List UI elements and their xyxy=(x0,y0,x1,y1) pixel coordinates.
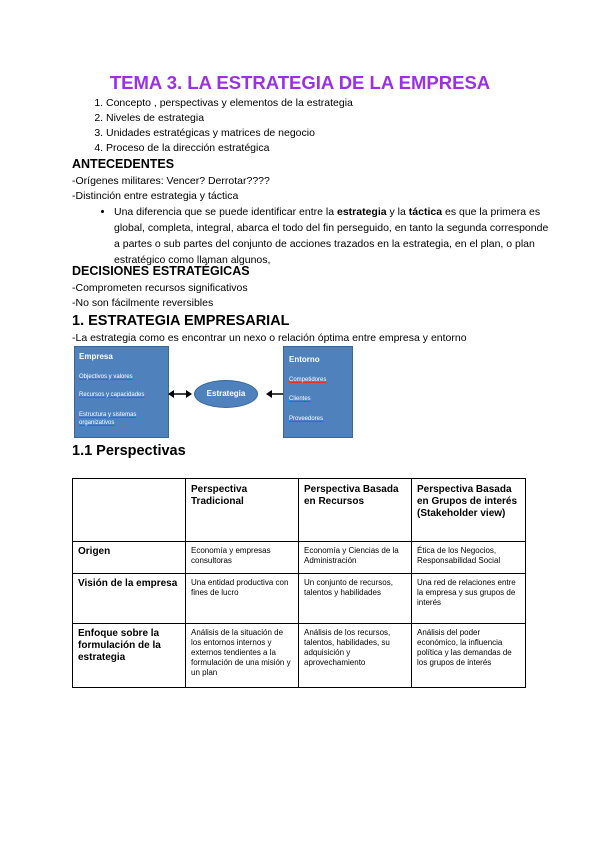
section-1-1-heading: 1.1 Perspectivas xyxy=(72,443,186,459)
row-label: Enfoque sobre la formulación de la estrategia xyxy=(73,624,186,688)
perspectives-table xyxy=(72,478,526,688)
section-1-text: -La estrategia como es encontrar un nexo o relación óptima entre empresa y entorno xyxy=(72,332,467,344)
diagram-entorno-box xyxy=(283,346,353,438)
antecedentes-heading: ANTECEDENTES xyxy=(72,157,175,171)
diagram-entorno-item: Proveedores xyxy=(289,416,324,422)
table-row xyxy=(73,624,526,688)
table-cell: Ética de los Negocios, Responsabilidad Social xyxy=(412,542,526,574)
page-title: TEMA 3. LA ESTRATEGIA DE LA EMPRESA xyxy=(109,72,491,93)
table-cell: Una entidad productiva con fines de lucro xyxy=(186,574,299,624)
table-cell: Economía y Ciencias de la Administración xyxy=(299,542,412,574)
table-header-cell: Perspectiva Basada en Recursos xyxy=(299,479,412,542)
antecedentes-line: -Distinción entre estrategia y táctica xyxy=(72,190,239,202)
toc-item: 2. Niveles de estrategia xyxy=(106,111,353,126)
table-header-cell: Perspectiva Tradicional xyxy=(186,479,299,542)
table-row xyxy=(73,542,526,574)
table-row xyxy=(73,574,526,624)
table-of-contents xyxy=(88,96,353,156)
table-header-cell xyxy=(73,479,186,542)
antecedentes-line: -Orígenes militares: Vencer? Derrotar???? xyxy=(72,175,270,187)
section-1-heading: 1. ESTRATEGIA EMPRESARIAL xyxy=(72,313,290,329)
table-header-row xyxy=(73,479,526,542)
list-item xyxy=(114,204,554,268)
decisiones-heading: DECISIONES ESTRATÉGICAS xyxy=(72,264,250,278)
bullet-text: Una diferencia que se puede identificar entre la xyxy=(114,206,337,218)
table-cell: Análisis de los recursos, talentos, habilidades, su adquisición y aprovechamiento xyxy=(299,624,412,688)
diagram-empresa-item: Objectivos y valores xyxy=(79,374,133,380)
diagram-entorno-title: Entorno xyxy=(289,355,320,364)
diagram-entorno-item: Clientes xyxy=(289,396,311,402)
strategy-tactic-bullet-list xyxy=(100,204,554,268)
bullet-text: es que la primera es global, completa, integral, abarca el todo del fin perseguido, en tanto la segunda corresponde a partes o sub partes del conjunto de acciones trazados en la estrategia, en el plan, o plan estratégico como llaman algunos, xyxy=(114,206,549,266)
table-cell: Un conjunto de recursos, talentos y habilidades xyxy=(299,574,412,624)
row-label: Visión de la empresa xyxy=(73,574,186,624)
bullet-bold-tactica: táctica xyxy=(408,206,443,218)
row-label: Origen xyxy=(73,542,186,574)
double-arrow-left-icon xyxy=(168,390,192,398)
diagram-empresa-item: Recursos y capacidades xyxy=(79,392,145,398)
bullet-text: y la xyxy=(386,206,409,218)
table-cell: Análisis de la situación de los entornos internos y externos tendientes a la formulación de una misión y un plan xyxy=(186,624,299,688)
toc-item: 4. Proceso de la dirección estratégica xyxy=(106,141,353,156)
table-cell: Economía y empresas consultoras xyxy=(186,542,299,574)
toc-item: 1. Concepto , perspectivas y elementos de la estrategia xyxy=(106,96,353,111)
diagram-empresa-item: Estructura y sistemas organizativos xyxy=(79,412,137,426)
diagram-entorno-item: Competidores xyxy=(289,377,327,383)
diagram-estrategia-ellipse: Estrategia xyxy=(194,380,258,408)
table-header-cell: Perspectiva Basada en Grupos de interés (Stakeholder view) xyxy=(412,479,526,542)
decisiones-line: -Comprometen recursos significativos xyxy=(72,282,248,294)
toc-item: 3. Unidades estratégicas y matrices de negocio xyxy=(106,126,353,141)
table-cell: Una red de relaciones entre la empresa y sus grupos de interés xyxy=(412,574,526,624)
diagram-empresa-box xyxy=(74,346,169,438)
decisiones-line: -No son fácilmente reversibles xyxy=(72,297,214,309)
table-cell: Análisis del poder económico, la influencia política y las demandas de los grupos de interés xyxy=(412,624,526,688)
diagram-empresa-title: Empresa xyxy=(79,352,113,361)
bullet-bold-estrategia: estrategia xyxy=(336,206,387,218)
